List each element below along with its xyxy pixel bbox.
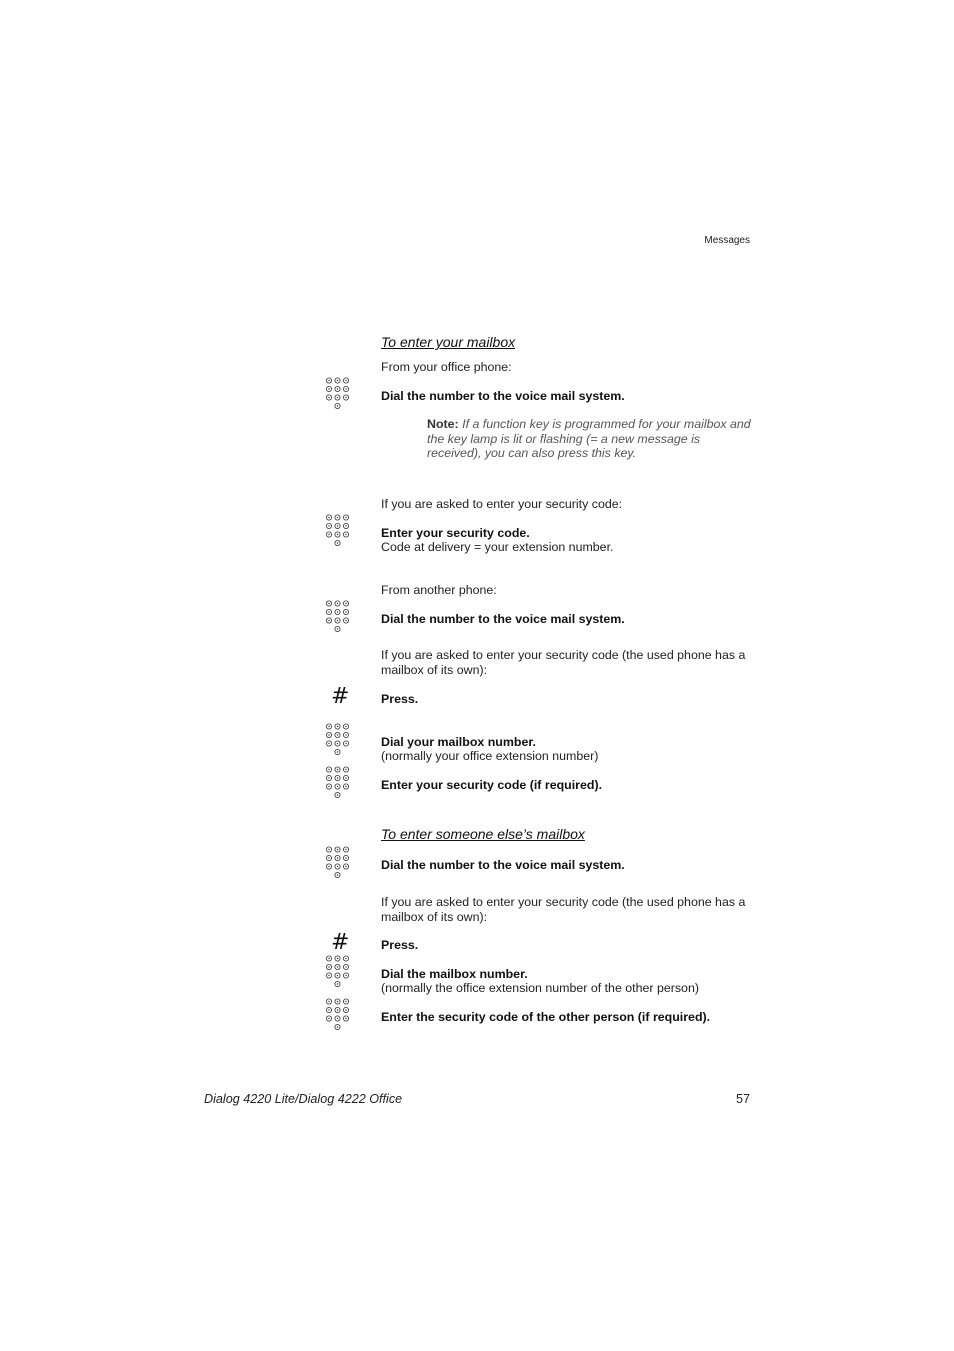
normally-own-text: (normally your office extension number) [381,749,599,763]
press-step: Press. [381,692,419,706]
if-asked-text: If you are asked to enter your security code: [381,497,623,511]
enter-security-other-step: Enter the security code of the other person (if required). [381,1010,711,1024]
heading-other-mailbox: To enter someone else’s mailbox [381,826,585,842]
dial-mailbox-step: Dial your mailbox number. [381,735,536,749]
dial-mailbox-step: Dial the mailbox number. [381,967,528,981]
from-office-text: From your office phone: [381,360,512,374]
press-step: Press. [381,938,419,952]
dial-voicemail-step: Dial the number to the voice mail system. [381,858,625,872]
hash-key-icon: # [331,930,350,955]
note-block [427,417,753,461]
keypad-icon [326,955,350,989]
page-number: 57 [735,1092,750,1106]
keypad-icon [326,514,350,548]
dial-voicemail-step: Dial the number to the voice mail system. [381,612,625,626]
keypad-icon [326,377,350,411]
heading-own-mailbox: To enter your mailbox [381,334,516,350]
normally-other-text: (normally the office extension number of the other person) [381,981,699,995]
keypad-icon [326,600,350,634]
keypad-icon [326,766,350,800]
note-text: If a function key is programmed for your mailbox and the key lamp is lit or flashing (= a new message is received), you can also press this key. [427,417,751,460]
from-another-text: From another phone: [381,583,497,597]
keypad-icon [326,723,350,757]
if-asked-text: If you are asked to enter your security code (the used phone has a mailbox of its own): [381,648,746,677]
footer-title: Dialog 4220 Lite/Dialog 4222 Office [204,1092,403,1106]
enter-security-step: Enter your security code. [381,526,530,540]
enter-security-step: Enter your security code (if required). [381,778,603,792]
running-header: Messages [704,235,750,246]
code-at-delivery-text: Code at delivery = your extension number. [381,540,614,554]
if-asked-text: If you are asked to enter your security code (the used phone has a mailbox of its own): [381,895,746,924]
hash-key-icon: # [331,684,350,709]
note-label: Note: [427,417,459,431]
keypad-icon [326,846,350,880]
dial-voicemail-step: Dial the number to the voice mail system. [381,389,625,403]
keypad-icon [326,998,350,1032]
